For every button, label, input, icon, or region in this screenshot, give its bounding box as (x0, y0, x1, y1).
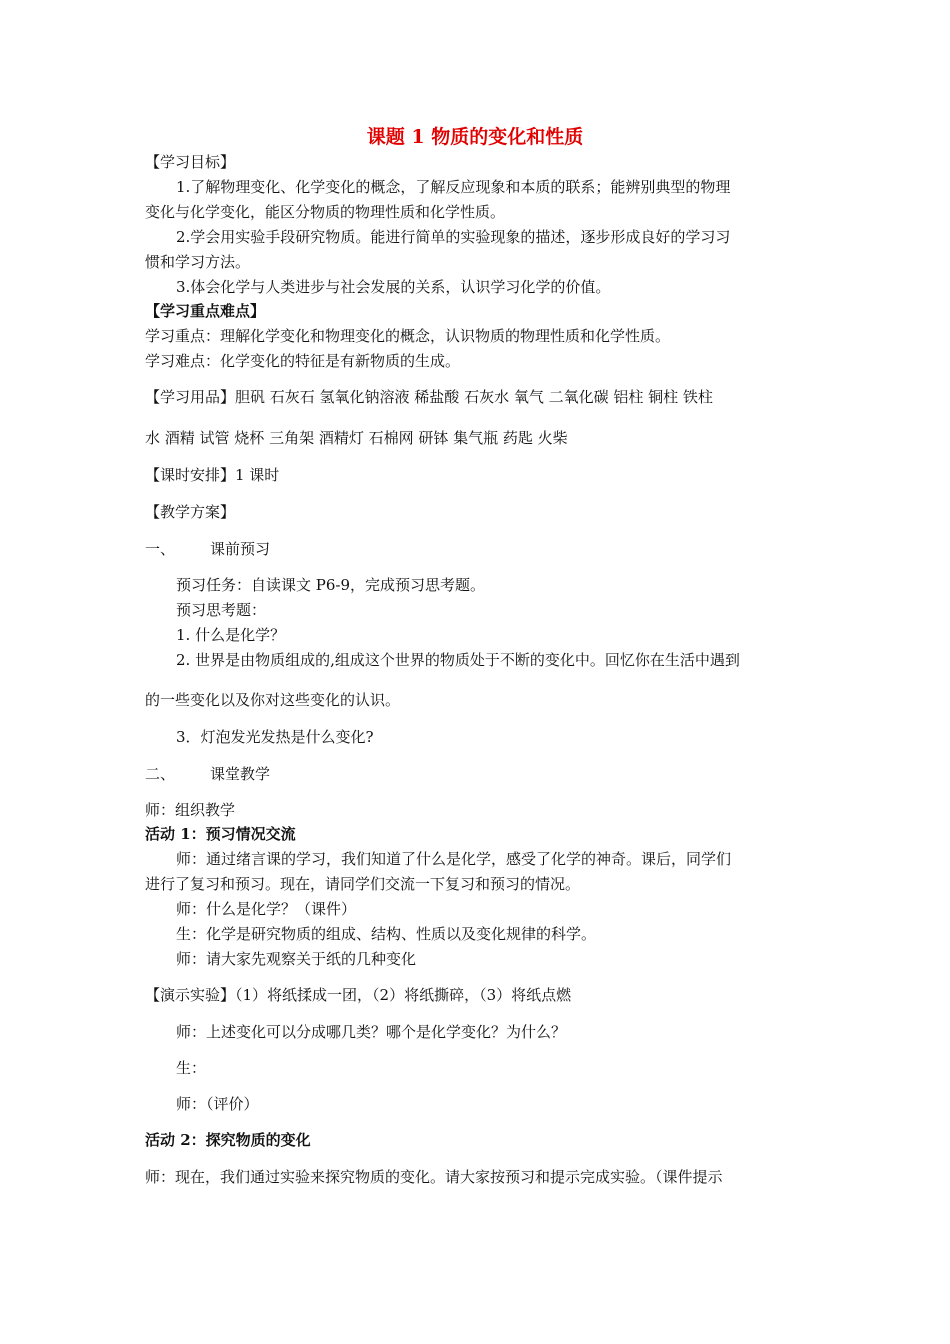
preview-question-3: 3．灯泡发光发热是什么变化? (176, 728, 374, 746)
preview-task: 预习任务：自读课文 P6-9，完成预习思考题。 (176, 576, 486, 594)
activity-1-teacher-2: 师：什么是化学？（课件） (176, 900, 357, 918)
teacher-evaluation: 师：（评价） (176, 1095, 259, 1113)
activity-1-student-1: 生：化学是研究物质的组成、结构、性质以及变化规律的科学。 (176, 925, 597, 943)
teacher-question: 师：上述变化可以分成哪几类？哪个是化学变化？为什么？ (176, 1023, 567, 1041)
page-title: 课题 1 物质的变化和性质 (366, 126, 584, 148)
section-1-number: 一、 (145, 540, 176, 558)
learning-difficulty: 学习难点：化学变化的特征是有新物质的生成。 (145, 352, 461, 370)
activity-2-heading: 活动 2：探究物质的变化 (145, 1131, 311, 1149)
objective-1-line-2: 变化与化学变化，能区分物质的物理性质和化学性质。 (145, 203, 506, 221)
objective-2-line-2: 惯和学习方法。 (145, 253, 251, 271)
activity-2-teacher-1: 师：现在，我们通过实验来探究物质的变化。请大家按预习和提示完成实验。（课件提示 (145, 1168, 723, 1186)
activity-1-teacher-1-line-2: 进行了复习和预习。现在，请同学们交流一下复习和预习的情况。 (145, 875, 581, 893)
preview-question-2-line-1: 2. 世界是由物质组成的,组成这个世界的物质处于不断的变化中。回忆你在生活中遇到 (176, 651, 740, 669)
demo-experiment: 【演示实验】（1）将纸揉成一团，（2）将纸撕碎，（3）将纸点燃 (145, 986, 572, 1004)
preview-question-1: 1. 什么是化学？ (176, 626, 286, 644)
objectives-heading: 【学习目标】 (145, 153, 236, 171)
preview-questions-label: 预习思考题： (176, 601, 267, 619)
plan-heading: 【教学方案】 (145, 503, 236, 521)
materials-line-1: 【学习用品】胆矾 石灰石 氢氧化钠溶液 稀盐酸 石灰水 氧气 二氧化碳 铝柱 铜柱 铁柱 (145, 388, 713, 406)
organize-teaching: 师：组织教学 (145, 801, 236, 819)
preview-question-2-line-2: 的一些变化以及你对这些变化的认识。 (145, 691, 401, 709)
activity-1-teacher-3: 师：请大家先观察关于纸的几种变化 (176, 950, 417, 968)
objective-2-line-1: 2.学会用实验手段研究物质。能进行简单的实验现象的描述，逐步形成良好的学习习 (176, 228, 731, 246)
learning-focus: 学习重点：理解化学变化和物理变化的概念，认识物质的物理性质和化学性质。 (145, 327, 671, 345)
section-1-title: 课前预习 (210, 540, 271, 558)
student-answer: 生： (176, 1059, 207, 1077)
section-2-number: 二、 (145, 765, 176, 783)
activity-1-heading: 活动 1：预习情况交流 (145, 825, 296, 843)
section-2-title: 课堂教学 (210, 765, 271, 783)
materials-line-2: 水 酒精 试管 烧杯 三角架 酒精灯 石棉网 研钵 集气瓶 药匙 火柴 (145, 429, 568, 447)
objective-3: 3.体会化学与人类进步与社会发展的关系，认识学习化学的价值。 (176, 278, 611, 296)
schedule: 【课时安排】1 课时 (145, 466, 280, 484)
objective-1-line-1: 1.了解物理变化、化学变化的概念，了解反应现象和本质的联系；能辨别典型的物理 (176, 178, 731, 196)
key-points-heading: 【学习重点难点】 (145, 302, 266, 320)
activity-1-teacher-1-line-1: 师：通过绪言课的学习，我们知道了什么是化学，感受了化学的神奇。课后，同学们 (176, 850, 732, 868)
